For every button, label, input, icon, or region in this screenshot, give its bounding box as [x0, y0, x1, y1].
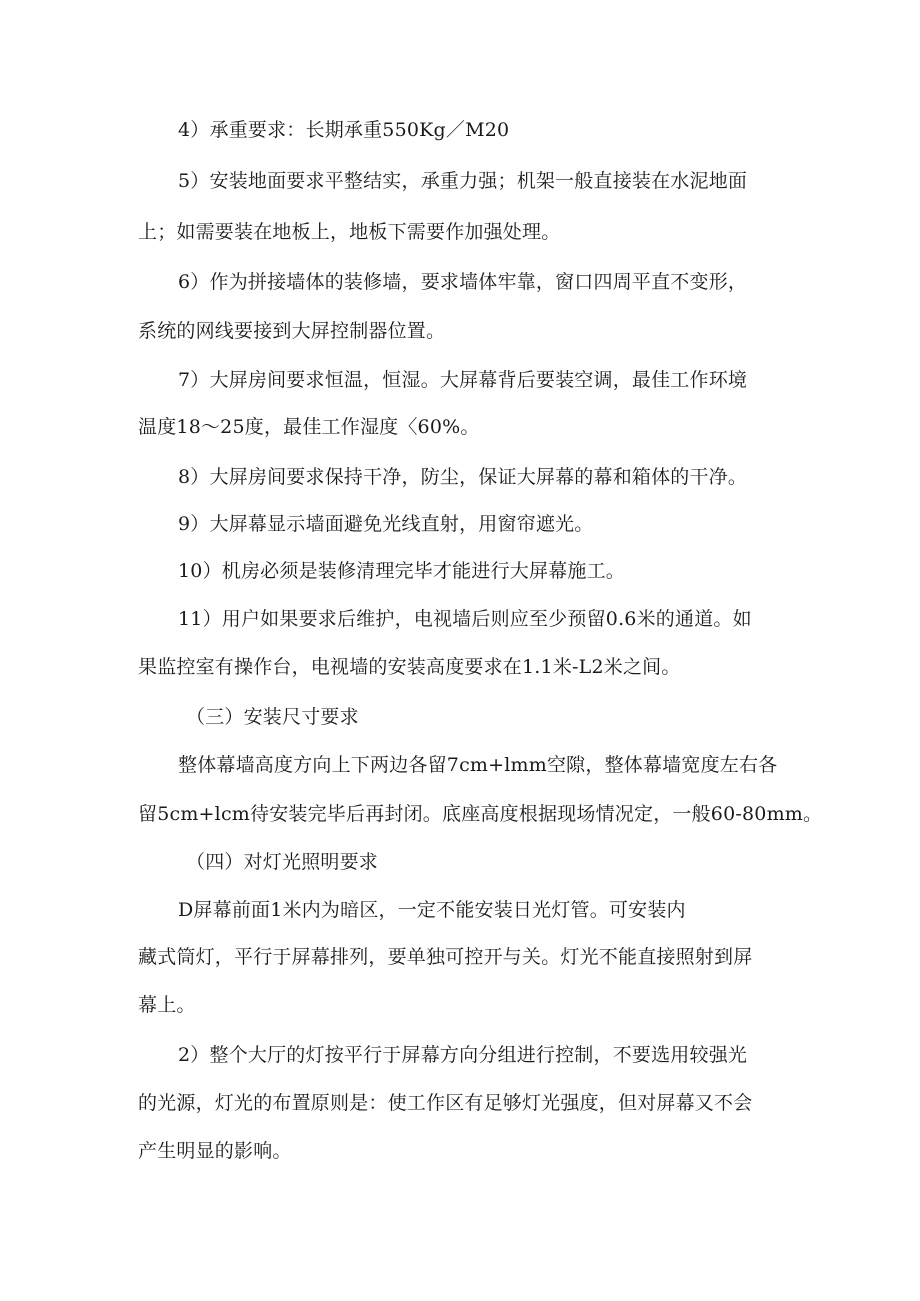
- text-line-6: 7）大屏房间要求恒温，恒湿。大屏幕背后要装空调，最佳工作环境: [178, 369, 748, 391]
- text-line-16: 藏式筒灯，平行于屏幕排列，要单独可控开与关。灯光不能直接照射到屏: [138, 946, 753, 968]
- section-heading-4: （四）对灯光照明要求: [186, 851, 379, 873]
- text-line-10: 10）机房必须是装修清理完毕才能进行大屏幕施工。: [178, 560, 625, 582]
- text-line-1: 4）承重要求：长期承重550Kg／M20: [178, 119, 510, 141]
- text-line-2: 5）安装地面要求平整结实，承重力强；机架一般直接装在水泥地面: [178, 170, 748, 192]
- text-line-11: 11）用户如果要求后维护，电视墙后则应至少预留0.6米的通道。如: [178, 608, 752, 630]
- text-line-5: 系统的网线要接到大屏控制器位置。: [138, 320, 446, 342]
- text-line-3: 上；如需要装在地板上，地板下需要作加强处理。: [138, 221, 561, 243]
- text-line-18: 2）整个大厅的灯按平行于屏幕方向分组进行控制，不要选用较强光: [178, 1044, 748, 1066]
- text-line-19: 的光源，灯光的布置原则是：使工作区有足够灯光强度，但对屏幕又不会: [138, 1092, 753, 1114]
- section-heading-3: （三）安装尺寸要求: [186, 706, 359, 728]
- text-line-4: 6）作为拼接墙体的装修墙，要求墙体牢靠，窗口四周平直不变形，: [178, 271, 748, 293]
- text-line-7: 温度18～25度，最佳工作湿度〈60%。: [138, 416, 480, 438]
- text-line-17: 幕上。: [138, 994, 196, 1016]
- text-line-12: 果监控室有操作台，电视墙的安装高度要求在1.1米-L2米之间。: [138, 656, 681, 678]
- text-line-8: 8）大屏房间要求保持干净，防尘，保证大屏幕的幕和箱体的干净。: [178, 466, 748, 488]
- text-line-13: 整体幕墙高度方向上下两边各留7cm+lmm空隙，整体幕墙宽度左右各: [178, 754, 778, 776]
- text-line-9: 9）大屏幕显示墙面避免光线直射，用窗帘遮光。: [178, 513, 594, 535]
- text-line-14: 留5cm+lcm待安装完毕后再封闭。底座高度根据现场情况定，一般60-80mm。: [138, 803, 823, 825]
- text-line-15: D屏幕前面1米内为暗区，一定不能安装日光灯管。可安装内: [178, 899, 686, 921]
- text-line-20: 产生明显的影响。: [138, 1140, 292, 1162]
